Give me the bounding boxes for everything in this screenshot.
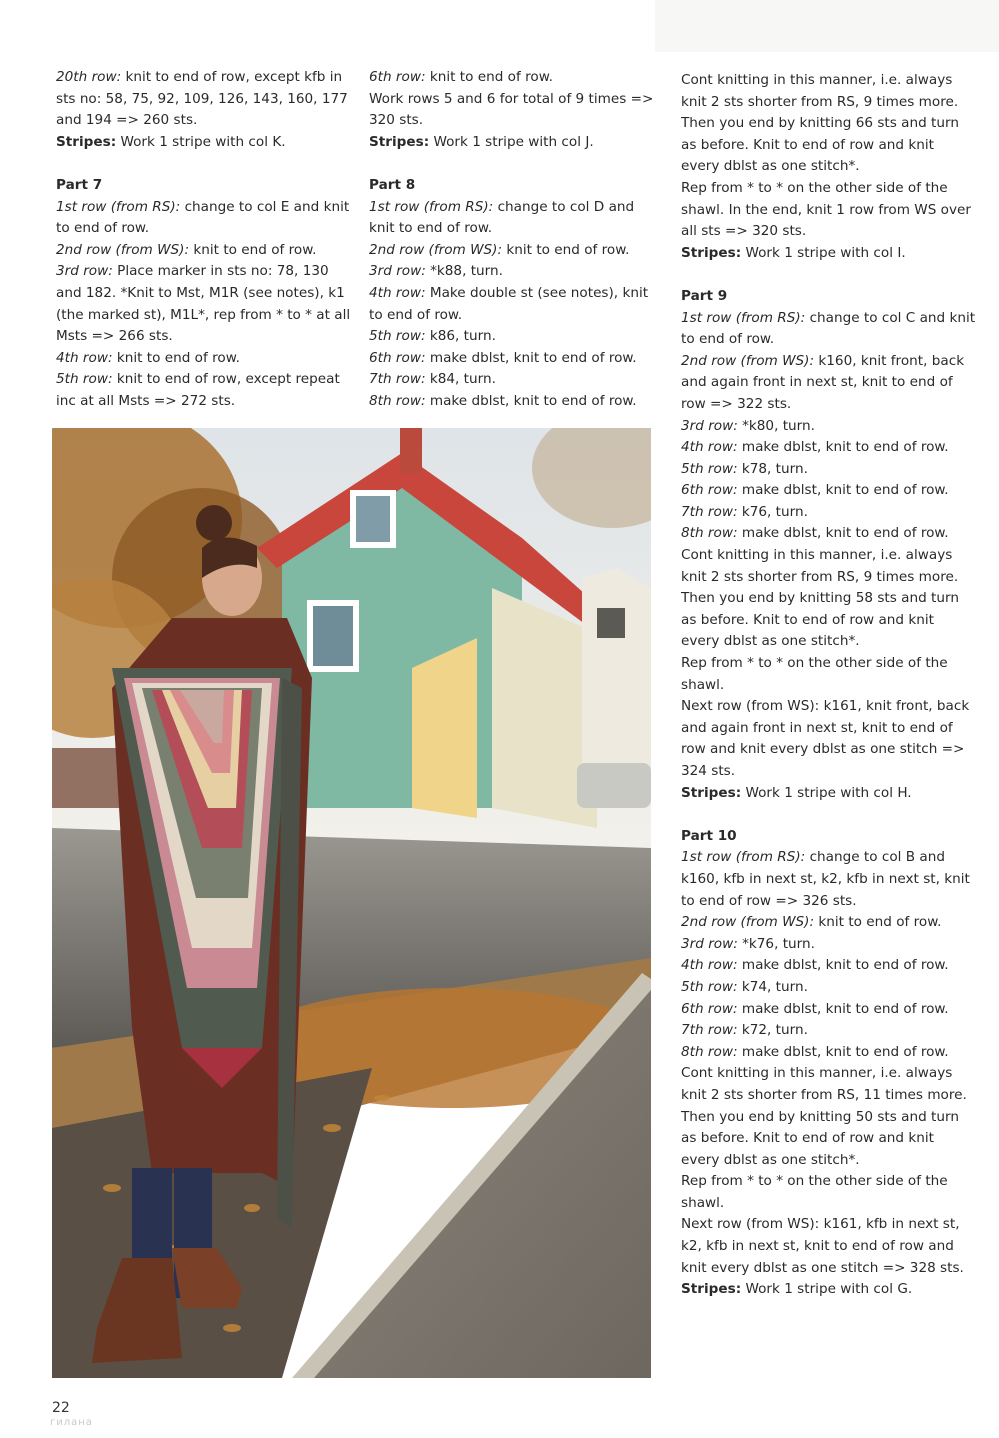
paragraph-gap [681,804,976,826]
instruction-line [681,1042,976,1064]
instruction-line [681,437,976,459]
instruction-line [369,261,659,283]
row-label: 4th row: [681,957,738,974]
section-heading: Part 8 [369,176,416,193]
row-text: *k80, turn. [737,417,815,434]
row-text: Next row (from WS): k161, kfb in next st, k2, kfb in next st, knit to end of row and knit every dblst as one stitch => 328 sts. [681,1216,964,1276]
stripes-note [681,783,976,805]
instruction-line [681,480,976,502]
row-label: Stripes: [681,784,742,801]
row-label: 5th row: [681,978,738,995]
paragraph-gap [681,264,976,286]
instruction-line [681,70,976,178]
row-text: make dblst, knit to end of row. [425,392,637,409]
paragraph-gap [56,153,356,175]
row-label: 7th row: [681,503,738,520]
row-text: Work 1 stripe with col G. [741,1281,913,1298]
row-label: 4th row: [56,349,113,366]
page-top-margin [0,0,999,52]
stripes-note [681,243,976,265]
instruction-line [681,934,976,956]
stripes-note [681,1279,976,1301]
instruction-line [369,326,659,348]
row-label: 5th row: [681,460,738,477]
row-label: Stripes: [56,133,117,150]
row-text: Work 1 stripe with col K. [116,133,286,150]
row-text: make dblst, knit to end of row. [737,1000,949,1017]
instruction-line [56,67,356,132]
instruction-line [369,369,659,391]
row-label: 6th row: [681,482,738,499]
row-label: 5th row: [369,328,426,345]
section-heading: Part 7 [56,176,103,193]
row-text: Next row (from WS): k161, knit front, back and again front in next st, knit to end of row and knit every dblst as one stitch => 324 sts. [681,698,970,779]
row-text: k86, turn. [425,328,496,345]
row-label: 3rd row: [56,263,113,280]
row-text: change to col C and knit to end of row. [681,309,976,348]
row-text: knit to end of row, except kfb in sts no: 58, 75, 92, 109, 126, 143, 160, 177 and 194 => 260 sts. [56,69,348,129]
row-label: 3rd row: [681,417,738,434]
row-text: Place marker in sts no: 78, 130 and 182. *Knit to Mst, M1R (see notes), k1 (the marked st), M1L*, rep from * to * at all Msts => 266 sts. [56,263,351,345]
instruction-line [681,653,976,696]
row-text: make dblst, knit to end of row. [737,1043,949,1060]
row-text: change to col B and k160, kfb in next st, k2, kfb in next st, knit to end of row => 326 sts. [681,849,970,909]
row-text: *k76, turn. [737,935,815,952]
row-text: k78, turn. [737,460,808,477]
instruction-line [681,1063,976,1171]
text-column-left [56,67,356,413]
instruction-line [56,348,356,370]
row-label: 7th row: [369,371,426,388]
row-label: 6th row: [369,69,426,85]
instruction-line [369,89,659,132]
instruction-line [681,912,976,934]
section-heading: Part 10 [681,827,737,844]
row-text: change to col E and knit to end of row. [56,198,350,237]
row-label: 8th row: [681,525,738,542]
row-text: Make double st (see notes), knit to end of row. [369,284,649,323]
watermark: гилана [50,1417,93,1428]
row-text: Rep from * to * on the other side of the shawl. [681,1173,948,1211]
row-text: knit to end of row. [502,241,630,258]
row-text: Rep from * to * on the other side of the shawl. In the end, knit 1 row from WS over all sts => 320 sts. [681,179,971,240]
stripes-note [56,132,356,154]
row-label: 2nd row (from WS): [681,352,815,369]
row-text: Rep from * to * on the other side of the shawl. [681,655,948,693]
instruction-line [681,1171,976,1214]
row-label: 3rd row: [681,935,738,952]
row-text: Cont knitting in this manner, i.e. always knit 2 sts shorter from RS, 11 times more. Then you end by knitting 50 sts and turn as before. Knit to end of row and knit every dblst as one stitch*. [681,1065,967,1168]
row-text: k72, turn. [737,1022,808,1039]
row-label: 6th row: [681,1000,738,1017]
instruction-line [681,178,976,243]
row-text: make dblst, knit to end of row. [737,439,949,456]
row-label: 3rd row: [369,263,426,280]
section-heading: Part 9 [681,287,728,304]
row-text: knit to end of row, except repeat inc at all Msts => 272 sts. [56,371,340,409]
row-label: 7th row: [681,1022,738,1039]
row-label: 2nd row (from WS): [369,241,503,258]
row-text: make dblst, knit to end of row. [737,957,949,974]
row-label: 8th row: [681,1043,738,1060]
row-text: Work rows 5 and 6 for total of 9 times => 320 sts. [369,90,654,129]
instruction-line [681,977,976,999]
instruction-line [681,308,976,351]
instruction-line [681,545,976,653]
instruction-line [56,261,356,347]
instruction-line [56,240,356,262]
instruction-line [681,847,976,912]
instruction-line [681,351,976,416]
instruction-line [681,696,976,782]
page-number: 22 [52,1400,70,1416]
instruction-line [681,416,976,438]
row-label: 4th row: [681,439,738,456]
instruction-line [369,67,659,89]
row-text: knit to end of row. [189,241,317,258]
row-label: Stripes: [369,133,430,150]
instruction-line [681,502,976,524]
row-label: Stripes: [681,244,742,261]
instruction-line [681,1214,976,1279]
row-text: Work 1 stripe with col J. [429,133,594,150]
row-text: Cont knitting in this manner, i.e. always knit 2 sts shorter from RS, 9 times more. Then you end by knitting 58 sts and turn as before. Knit to end of row and knit every dblst as one stitch*. [681,547,959,650]
instruction-line [56,197,356,240]
row-label: 4th row: [369,284,426,301]
row-text: k76, turn. [737,503,808,520]
row-label: 8th row: [369,392,426,409]
text-column-right [681,70,976,1301]
row-text: knit to end of row. [814,914,942,931]
row-text: Cont knitting in this manner, i.e. always knit 2 sts shorter from RS, 9 times more. Then you end by knitting 66 sts and turn as before. Knit to end of row and knit every dblst as one stitch*. [681,72,959,175]
row-text: k74, turn. [737,978,808,995]
row-text: *k88, turn. [425,263,503,280]
row-text: Work 1 stripe with col H. [741,784,912,801]
row-text: change to col D and knit to end of row. [369,198,635,237]
row-label: 20th row: [56,69,122,85]
instruction-line [681,523,976,545]
instruction-line [369,391,659,413]
row-label: 5th row: [56,371,113,388]
photo-woman-in-striped-shawl [52,428,651,1378]
row-label: Stripes: [681,1281,742,1298]
row-label: 1st row (from RS): [56,198,181,215]
scan-shade [655,0,999,52]
row-label: 2nd row (from WS): [56,241,190,258]
row-label: 1st row (from RS): [681,309,806,326]
row-text: knit to end of row. [425,69,553,85]
instruction-line [681,999,976,1021]
row-label: 6th row: [369,349,426,366]
instruction-line [56,369,356,412]
instruction-line [369,197,659,240]
text-column-middle [369,67,659,413]
paragraph-gap [369,153,659,175]
row-text: make dblst, knit to end of row. [425,349,637,366]
stripes-note [369,132,659,154]
row-text: Work 1 stripe with col I. [741,244,906,261]
row-text: make dblst, knit to end of row. [737,525,949,542]
row-text: k84, turn. [425,371,496,388]
row-text: k160, knit front, back and again front in next st, knit to end of row => 322 sts. [681,352,965,412]
instruction-line [369,348,659,370]
row-text: knit to end of row. [112,349,240,366]
row-text: make dblst, knit to end of row. [737,482,949,499]
instruction-line [681,459,976,481]
instruction-line [369,240,659,262]
row-label: 1st row (from RS): [369,198,494,215]
instruction-line [681,955,976,977]
instruction-line [681,1020,976,1042]
instruction-line [369,283,659,326]
row-label: 2nd row (from WS): [681,914,815,931]
row-label: 1st row (from RS): [681,849,806,866]
